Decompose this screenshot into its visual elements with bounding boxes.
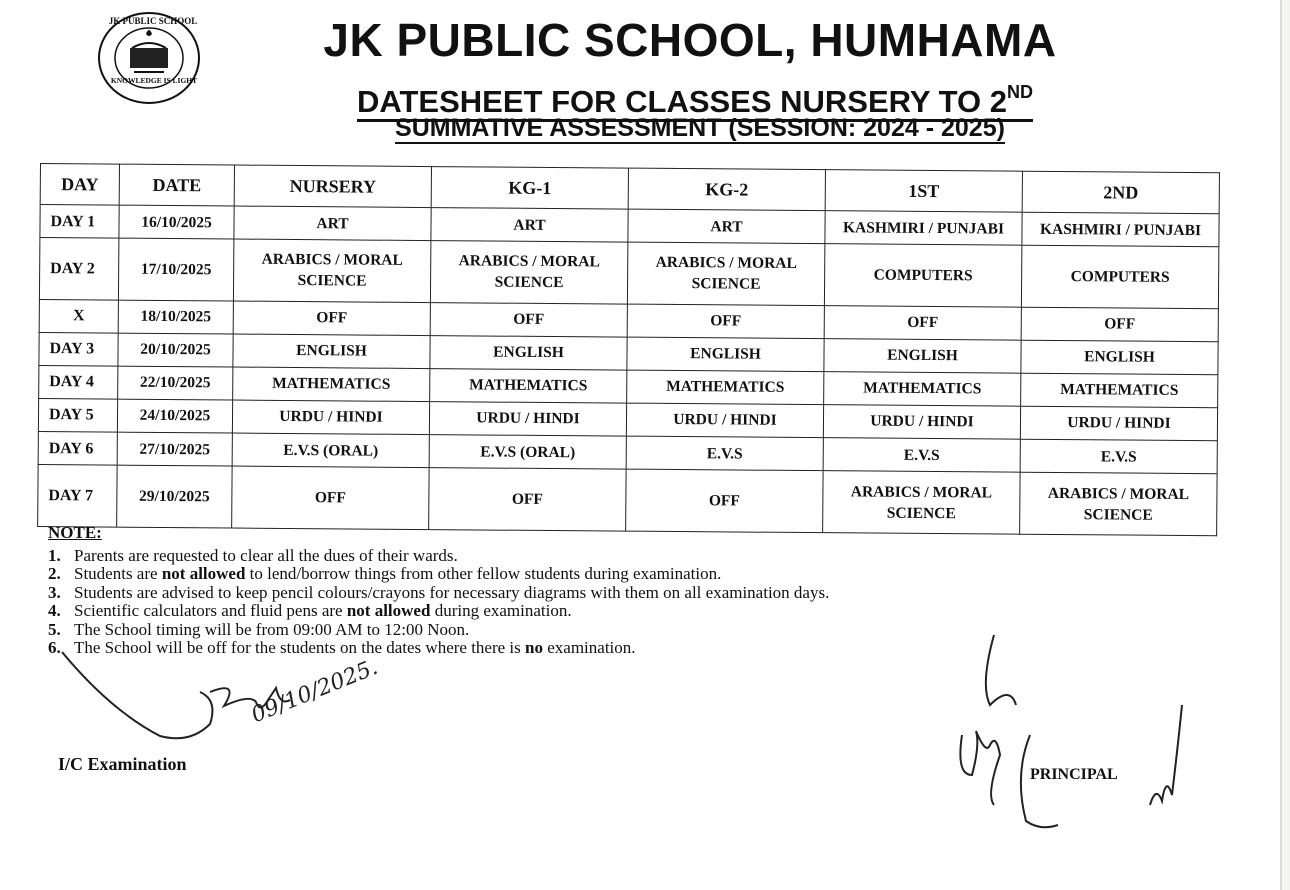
- day-cell: DAY 2: [39, 238, 118, 301]
- subject-cell: URDU / HINDI: [823, 405, 1020, 440]
- note-item: [48, 565, 1048, 584]
- subject-cell: ART: [431, 208, 628, 243]
- note-text: examination.: [542, 638, 636, 657]
- date-cell: 17/10/2025: [118, 238, 233, 301]
- subject-cell: E.V.S: [626, 436, 823, 471]
- note-emphasis: not allowed: [346, 601, 431, 620]
- notes-heading: NOTE:: [48, 523, 102, 542]
- subject-cell: URDU / HINDI: [232, 400, 429, 435]
- subject-cell: KASHMIRI / PUNJABI: [1022, 212, 1219, 247]
- subject-cell: URDU / HINDI: [429, 402, 626, 437]
- subject-cell: OFF: [233, 301, 430, 336]
- subject-cell: ART: [234, 206, 431, 241]
- note-number: 1.: [48, 545, 61, 565]
- day-cell: DAY 1: [40, 205, 119, 239]
- note-item: [48, 584, 1048, 603]
- subject-cell: MATHEMATICS: [627, 370, 824, 405]
- subject-cell: ART: [628, 209, 825, 244]
- subject-cell: ENGLISH: [627, 337, 824, 372]
- subject-cell: ENGLISH: [430, 336, 627, 371]
- ic-examination-label: I/C Examination: [58, 754, 187, 774]
- note-emphasis: not allowed: [161, 564, 246, 583]
- subject-cell: ARABICS / MORAL SCIENCE: [627, 242, 824, 305]
- day-cell: DAY 3: [39, 332, 118, 366]
- subject-cell: ENGLISH: [233, 334, 430, 369]
- day-cell: DAY 4: [39, 365, 118, 399]
- subject-cell: ARABICS / MORAL SCIENCE: [823, 471, 1020, 535]
- header-kg1: KG-1: [431, 167, 628, 210]
- note-text: Scientific calculators and fluid pens are: [74, 601, 347, 620]
- subject-cell: OFF: [429, 468, 626, 532]
- principal-label: PRINCIPAL: [1030, 766, 1118, 783]
- subject-cell: ARABICS / MORAL SCIENCE: [233, 239, 430, 302]
- date-cell: 20/10/2025: [118, 333, 233, 367]
- subject-cell: KASHMIRI / PUNJABI: [825, 211, 1022, 246]
- subject-cell: ARABICS / MORAL SCIENCE: [1020, 472, 1217, 536]
- date-cell: 16/10/2025: [119, 205, 234, 239]
- date-cell: 22/10/2025: [118, 366, 233, 400]
- page-edge: [1280, 0, 1282, 890]
- subject-cell: OFF: [232, 466, 429, 530]
- day-cell: X: [39, 299, 118, 333]
- subject-cell: OFF: [824, 306, 1021, 341]
- header-kg2: KG-2: [628, 168, 825, 211]
- subject-cell: COMPUTERS: [1021, 245, 1218, 308]
- subject-cell: MATHEMATICS: [824, 372, 1021, 407]
- subject-cell: MATHEMATICS: [233, 367, 430, 402]
- assessment-title: [300, 112, 1100, 144]
- date-cell: 24/10/2025: [117, 399, 232, 433]
- header-2nd: 2ND: [1022, 171, 1219, 214]
- datesheet-title-sup: ND: [1006, 82, 1033, 102]
- subject-cell: E.V.S: [1020, 439, 1217, 474]
- note-item: [48, 547, 1048, 566]
- day-cell: DAY 6: [38, 431, 117, 465]
- note-text: Parents are requested to clear all the dues of their wards.: [74, 545, 458, 565]
- logo-text-top: JK PUBLIC SCHOOL: [108, 16, 198, 26]
- subject-cell: ENGLISH: [824, 339, 1021, 374]
- note-text: The School will be off for the students on the dates where there is: [74, 638, 526, 657]
- subject-cell: OFF: [626, 469, 823, 533]
- table-row: [39, 238, 1218, 309]
- subject-cell: MATHEMATICS: [1021, 373, 1218, 408]
- note-text: Students are advised to keep pencil colours/crayons for necessary diagrams with them on all examination days.: [74, 582, 830, 602]
- note-number: 3.: [48, 582, 61, 602]
- header-date: DATE: [119, 164, 234, 206]
- note-text: to lend/borrow things from other fellow students during examination.: [245, 564, 722, 583]
- notes-section: [48, 524, 1048, 658]
- date-cell: 29/10/2025: [117, 465, 232, 528]
- day-cell: DAY 5: [38, 398, 117, 432]
- header-1st: 1ST: [825, 170, 1022, 213]
- subject-cell: OFF: [430, 303, 627, 338]
- note-number: 2.: [48, 564, 61, 583]
- logo-text-bottom: KNOWLEDGE IS LIGHT: [110, 76, 198, 85]
- ic-signature: [40, 640, 400, 760]
- subject-cell: ENGLISH: [1021, 340, 1218, 375]
- datesheet-title-main: DATESHEET FOR CLASSES NURSERY TO 2: [357, 84, 1007, 119]
- note-number: 4.: [48, 601, 61, 620]
- subject-cell: ARABICS / MORAL SCIENCE: [430, 241, 627, 304]
- subject-cell: E.V.S (ORAL): [232, 433, 429, 468]
- subject-cell: URDU / HINDI: [1020, 406, 1217, 441]
- header-day: DAY: [40, 164, 119, 206]
- note-item: [48, 621, 1048, 640]
- subject-cell: MATHEMATICS: [430, 369, 627, 404]
- header-nursery: NURSERY: [234, 165, 431, 208]
- subject-cell: OFF: [1021, 307, 1218, 342]
- note-number: 5.: [48, 619, 61, 639]
- datesheet-table: [37, 163, 1220, 536]
- note-number: 6.: [48, 638, 61, 657]
- note-text: during examination.: [430, 601, 572, 620]
- subject-cell: COMPUTERS: [824, 244, 1021, 307]
- note-emphasis: no: [525, 638, 543, 657]
- date-cell: 27/10/2025: [117, 432, 232, 466]
- subject-cell: OFF: [627, 304, 824, 339]
- day-cell: DAY 7: [38, 465, 117, 528]
- subject-cell: E.V.S (ORAL): [429, 435, 626, 470]
- principal-signature: [950, 625, 1210, 835]
- subject-cell: URDU / HINDI: [626, 403, 823, 438]
- assessment-title-text: SUMMATIVE ASSESSMENT (SESSION: 2024 - 2025): [395, 114, 1005, 142]
- subject-cell: E.V.S: [823, 438, 1020, 473]
- school-name: JK PUBLIC SCHOOL, HUMHAMA: [323, 14, 1057, 66]
- note-item: [48, 602, 1048, 621]
- note-text: Students are: [74, 564, 162, 583]
- date-cell: 18/10/2025: [118, 300, 233, 334]
- note-text: The School timing will be from 09:00 AM to 12:00 Noon.: [74, 619, 470, 639]
- ic-handwritten-date: 09/10/2025.: [248, 654, 382, 729]
